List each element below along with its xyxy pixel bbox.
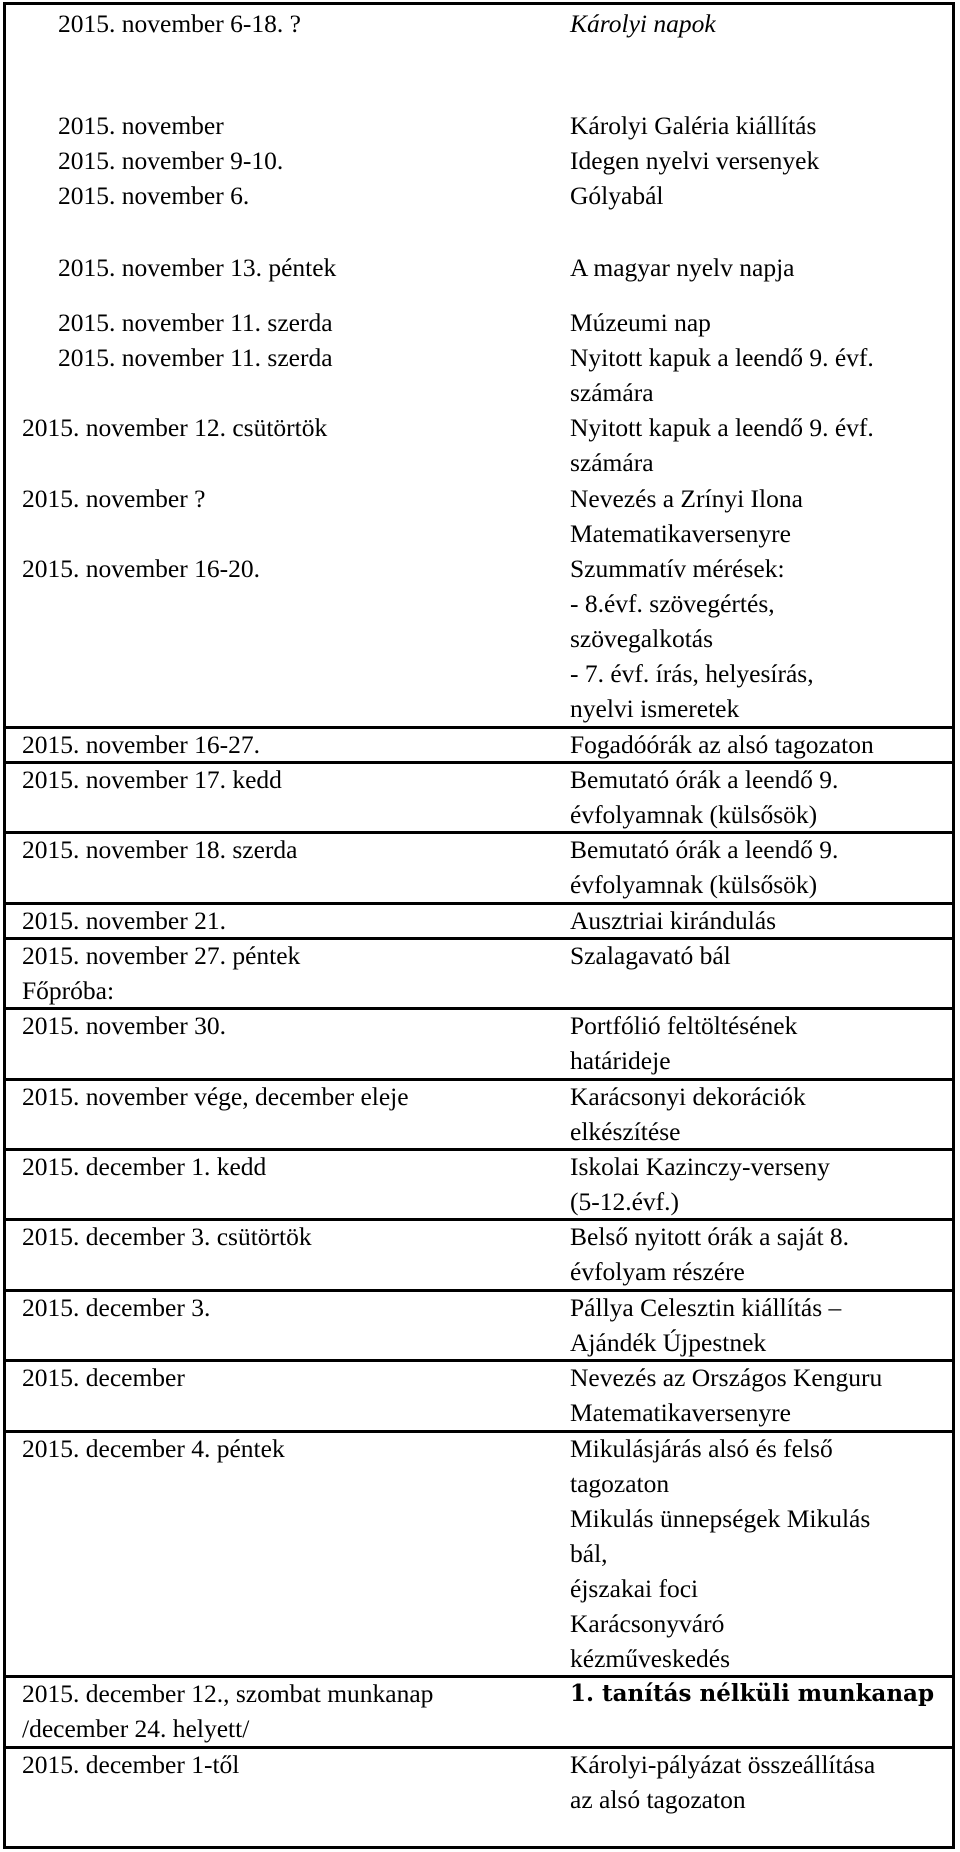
row-date: 2015. november 12. csütörtök bbox=[22, 413, 328, 442]
row-date: 2015. november 30. bbox=[22, 1011, 226, 1040]
row-date: 2015. november 27. péntek Főpróba: bbox=[22, 941, 301, 1005]
row-event: Belső nyitott órák a saját 8. évfolyam részére bbox=[570, 1222, 850, 1286]
row-date: 2015. november 13. péntek bbox=[58, 253, 337, 282]
row-event: Fogadóórák az alsó tagozaton bbox=[570, 730, 874, 759]
row-date: 2015. november 16-20. bbox=[22, 554, 260, 583]
row-event: Károlyi-pályázat összeállítása az alsó tagozaton bbox=[570, 1750, 876, 1814]
row-date: 2015. november 11. szerda bbox=[58, 343, 333, 372]
row-date: 2015. december 4. péntek bbox=[22, 1434, 285, 1463]
row-event: Pállya Celesztin kiállítás – Ajándék Újpestnek bbox=[570, 1293, 842, 1357]
row-event: Bemutató órák a leendő 9. évfolyamnak (külsősök) bbox=[570, 835, 839, 899]
row-date: 2015. december 3. csütörtök bbox=[22, 1222, 312, 1251]
row-event: Károlyi napok bbox=[570, 9, 716, 38]
row-date: 2015. november bbox=[58, 111, 224, 140]
row-date: 2015. december 1-től bbox=[22, 1750, 240, 1779]
row-event: Múzeumi nap bbox=[570, 308, 711, 337]
row-date: 2015. november vége, december eleje bbox=[22, 1082, 409, 1111]
row-event: Idegen nyelvi versenyek bbox=[570, 146, 820, 175]
row-date: 2015. november 18. szerda bbox=[22, 835, 298, 864]
row-event: Nyitott kapuk a leendő 9. évf. számára bbox=[570, 343, 874, 407]
row-event: Karácsonyi dekorációk elkészítése bbox=[570, 1082, 806, 1146]
row-event: A magyar nyelv napja bbox=[570, 253, 795, 282]
row-date: 2015. november 6. bbox=[58, 181, 250, 210]
row-event: Mikulásjárás alsó és felső tagozaton Mikulás ünnepségek Mikulás bál, éjszakai foci Karácsonyváró kézműveskedés bbox=[570, 1434, 871, 1673]
row-date: 2015. december bbox=[22, 1363, 185, 1392]
row-event: Portfólió feltöltésének határideje bbox=[570, 1011, 798, 1075]
row-event: Szalagavató bál bbox=[570, 941, 731, 970]
row-event: Ausztriai kirándulás bbox=[570, 906, 777, 935]
row-event: Nevezés a Zrínyi Ilona Matematikaversenyre bbox=[570, 484, 803, 548]
row-date: 2015. december 1. kedd bbox=[22, 1152, 267, 1181]
row-date: 2015. november 6-18. ? bbox=[58, 9, 301, 38]
row-event: Nyitott kapuk a leendő 9. évf. számára bbox=[570, 413, 874, 477]
row-event: 1. tanítás nélküli munkanap bbox=[570, 1680, 935, 1707]
row-date: 2015. november 16-27. bbox=[22, 730, 260, 759]
row-date: 2015. november 9-10. bbox=[58, 146, 284, 175]
row-event: Gólyabál bbox=[570, 181, 664, 210]
row-date: 2015. november 17. kedd bbox=[22, 765, 282, 794]
table-border-top bbox=[3, 2, 955, 5]
row-event: Nevezés az Országos Kenguru Matematikaversenyre bbox=[570, 1363, 883, 1427]
row-date: 2015. november 11. szerda bbox=[58, 308, 333, 337]
row-date: 2015. december 3. bbox=[22, 1293, 211, 1322]
table-border-right bbox=[952, 2, 955, 1849]
row-event: Bemutató órák a leendő 9. évfolyamnak (külsősök) bbox=[570, 765, 839, 829]
table-border-left bbox=[3, 2, 6, 1849]
row-event: Iskolai Kazinczy-verseny (5-12.évf.) bbox=[570, 1152, 830, 1216]
row-date: 2015. december 12., szombat munkanap /december 24. helyett/ bbox=[22, 1679, 434, 1743]
row-date: 2015. november ? bbox=[22, 484, 206, 513]
row-event: Károlyi Galéria kiállítás bbox=[570, 111, 817, 140]
table-border-bottom bbox=[3, 1846, 955, 1849]
row-event: Szummatív mérések: - 8.évf. szövegértés, szövegalkotás - 7. évf. írás, helyesírás, nyelvi ismeretek bbox=[570, 554, 814, 723]
row-date: 2015. november 21. bbox=[22, 906, 226, 935]
